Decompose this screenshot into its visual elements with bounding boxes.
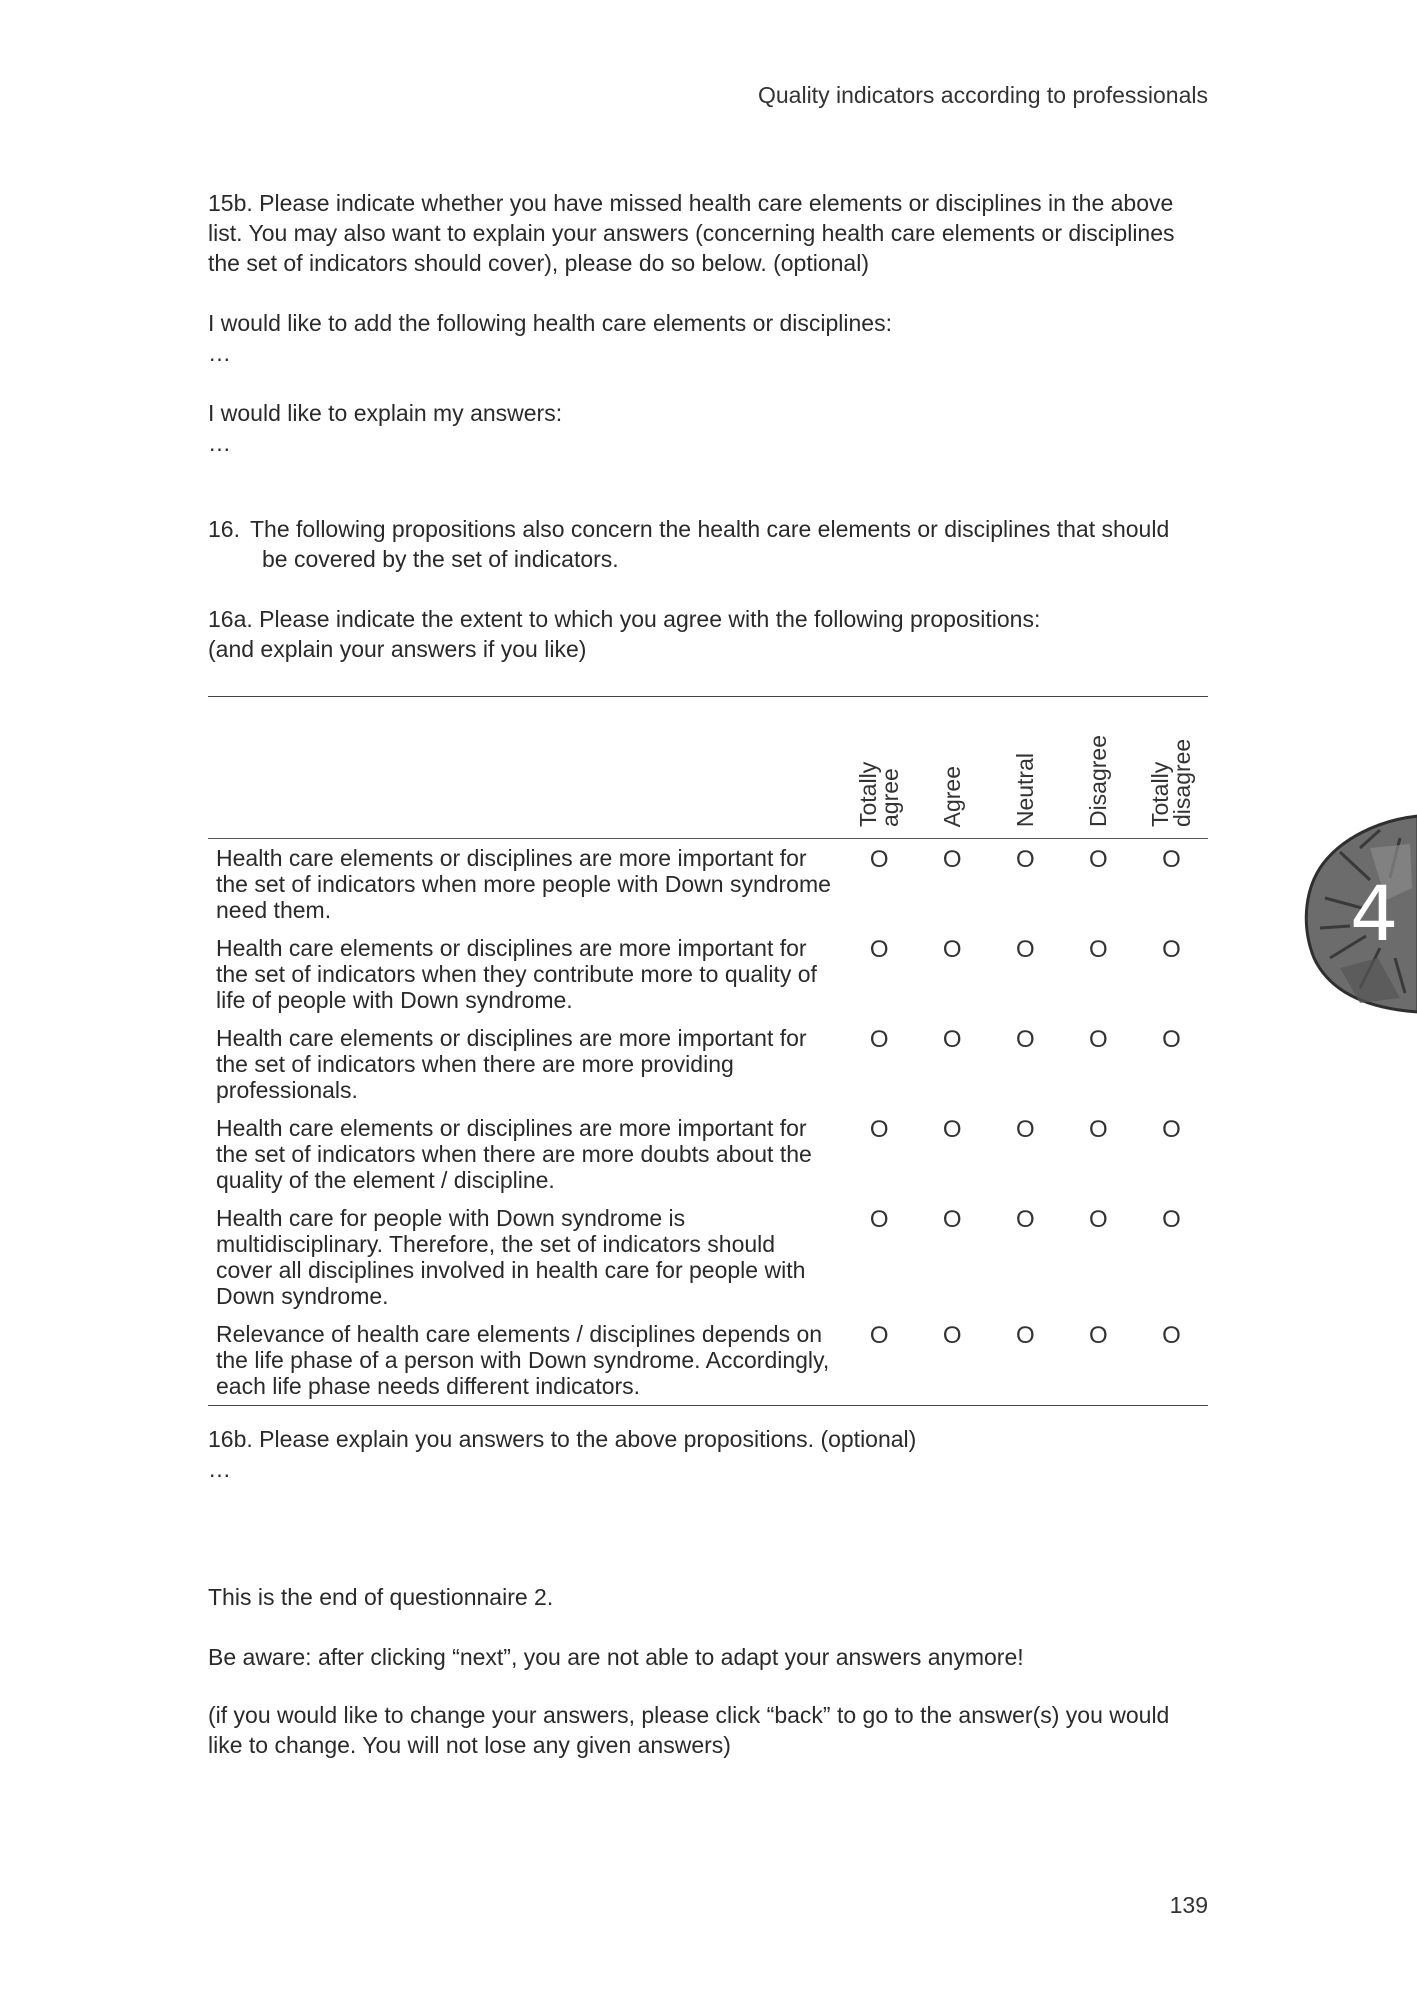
radio-option[interactable]: O bbox=[1135, 839, 1208, 930]
q15b-intro: 15b. Please indicate whether you have missed health care elements or disciplines in the above list. You may also want to explain your answers (concerning health care elements or disciplines the set of indicators should cover), please do so below. (optional) bbox=[208, 190, 1175, 276]
radio-option[interactable]: O bbox=[1062, 839, 1135, 930]
statement-column-header bbox=[208, 697, 843, 839]
radio-option[interactable]: O bbox=[942, 1116, 962, 1143]
radio-option[interactable]: O bbox=[1015, 1322, 1035, 1349]
radio-option[interactable]: O bbox=[1162, 936, 1181, 963]
radio-option[interactable]: O bbox=[942, 1026, 962, 1053]
page-number: 139 bbox=[1169, 1892, 1208, 1918]
radio-option[interactable]: O bbox=[1015, 1116, 1035, 1143]
radio-option[interactable]: O bbox=[1015, 1206, 1035, 1233]
likert-column-label: Totally disagree bbox=[1147, 738, 1196, 827]
radio-option[interactable]: O bbox=[1089, 1116, 1108, 1143]
radio-option[interactable]: O bbox=[869, 1116, 889, 1143]
radio-option[interactable]: O bbox=[942, 1322, 962, 1349]
likert-row bbox=[208, 1199, 1208, 1315]
proposition-text: Health care elements or disciplines are more important for the set of indicators when more people with Down syndrome need them. bbox=[208, 839, 843, 930]
radio-option[interactable]: O bbox=[1015, 936, 1035, 963]
radio-option[interactable]: O bbox=[1162, 1116, 1181, 1143]
radio-option[interactable]: O bbox=[1162, 1322, 1181, 1349]
radio-option[interactable]: O bbox=[1162, 1026, 1181, 1053]
likert-row bbox=[208, 1315, 1208, 1406]
radio-option[interactable]: O bbox=[1015, 1026, 1035, 1053]
end-text: This is the end of questionnaire 2. bbox=[208, 1584, 554, 1610]
q16-question bbox=[208, 514, 1208, 574]
chapter-number: 4 bbox=[1350, 869, 1399, 958]
chapter-4-badge-icon bbox=[1300, 808, 1417, 1018]
likert-column-label: Agree bbox=[939, 765, 966, 827]
q15b-add-label: I would like to add the following health care elements or disciplines: bbox=[208, 310, 892, 336]
q16a-instruction: 16a. Please indicate the extent to which you agree with the following propositions: bbox=[208, 606, 1041, 632]
radio-option[interactable]: O bbox=[869, 936, 889, 963]
likert-column-label: Disagree bbox=[1085, 734, 1112, 827]
likert-column-header bbox=[916, 697, 989, 839]
q15b-explain-answer[interactable]: … bbox=[208, 430, 234, 456]
radio-option[interactable]: O bbox=[1089, 1026, 1108, 1053]
likert-row bbox=[208, 839, 1208, 930]
q16b-answer[interactable]: … bbox=[208, 1456, 234, 1482]
proposition-text: Health care elements or disciplines are more important for the set of indicators when there are more doubts about the quality of the element / discipline. bbox=[216, 1115, 812, 1193]
likert-column-header bbox=[1135, 697, 1208, 839]
likert-column-header bbox=[989, 697, 1062, 839]
likert-column-header bbox=[1062, 697, 1135, 839]
change-answers-note: (if you would like to change your answers, please click “back” to go to the answer(s) you would like to change. You will not lose any given answers) bbox=[208, 1702, 1170, 1758]
q16-text-line2: be covered by the set of indicators. bbox=[262, 546, 619, 572]
likert-row bbox=[208, 929, 1208, 1019]
running-header: Quality indicators according to professionals bbox=[757, 82, 1208, 108]
proposition-text: Health care for people with Down syndrome is multidisciplinary. Therefore, the set of indicators should cover all disciplines involved in health care for people with Down syndrome. bbox=[216, 1205, 806, 1309]
radio-option[interactable]: O bbox=[942, 936, 962, 963]
radio-option[interactable]: O bbox=[869, 1026, 889, 1053]
radio-option[interactable]: O bbox=[1089, 1322, 1108, 1349]
proposition-text: Health care elements or disciplines are more important for the set of indicators when they contribute more to quality of life of people with Down syndrome. bbox=[216, 935, 817, 1013]
radio-option[interactable]: O bbox=[1089, 936, 1108, 963]
warning-text: Be aware: after clicking “next”, you are not able to adapt your answers anymore! bbox=[208, 1644, 1024, 1670]
page-content bbox=[208, 188, 1208, 1760]
radio-option[interactable]: O bbox=[869, 1206, 889, 1233]
q16a-instruction-note: (and explain your answers if you like) bbox=[208, 636, 587, 662]
q16-text-line1: The following propositions also concern the health care elements or disciplines that should bbox=[250, 516, 1170, 542]
q15b-explain-label: I would like to explain my answers: bbox=[208, 400, 563, 426]
likert-column-label: Totally agree bbox=[855, 761, 904, 827]
likert-header-row bbox=[208, 697, 1208, 839]
likert-row bbox=[208, 1109, 1208, 1199]
radio-option[interactable]: O bbox=[916, 839, 989, 930]
likert-row bbox=[208, 1019, 1208, 1109]
q16b-label: 16b. Please explain you answers to the above propositions. (optional) bbox=[208, 1426, 917, 1452]
radio-option[interactable]: O bbox=[942, 1206, 962, 1233]
radio-option[interactable]: O bbox=[1162, 1206, 1181, 1233]
q15b-add-answer[interactable]: … bbox=[208, 340, 234, 366]
chapter-tab bbox=[1300, 808, 1417, 1018]
likert-column-label: Neutral bbox=[1012, 752, 1039, 827]
proposition-text: Relevance of health care elements / disciplines depends on the life phase of a person with Down syndrome. Accordingly, each life phase needs different indicators. bbox=[216, 1321, 830, 1399]
likert-column-header bbox=[843, 697, 916, 839]
proposition-text: Health care elements or disciplines are more important for the set of indicators when there are more providing professionals. bbox=[216, 1025, 807, 1103]
radio-option[interactable]: O bbox=[843, 839, 916, 930]
radio-option[interactable]: O bbox=[869, 1322, 889, 1349]
radio-option[interactable]: O bbox=[1089, 1206, 1108, 1233]
radio-option[interactable]: O bbox=[989, 839, 1062, 930]
likert-table bbox=[208, 696, 1208, 1406]
q16-number: 16. bbox=[208, 516, 240, 542]
